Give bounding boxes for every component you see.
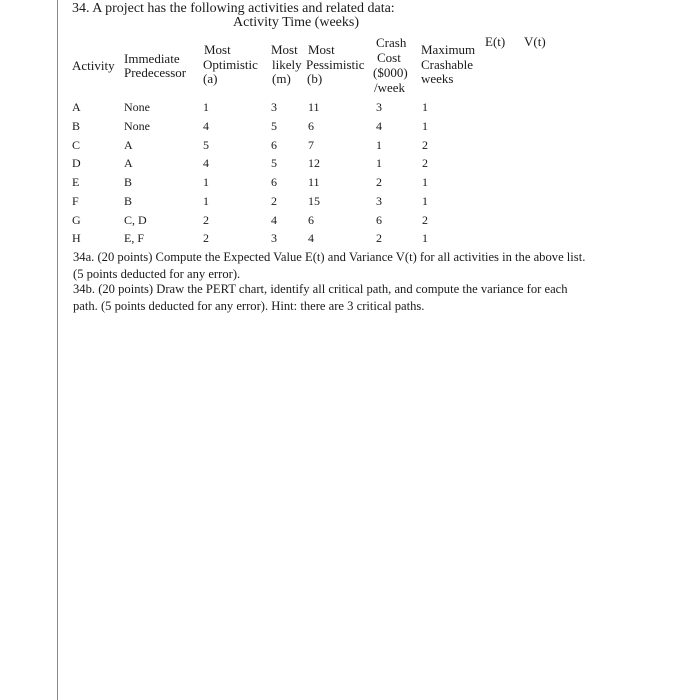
cell-predecessor: A <box>124 138 133 152</box>
header-vt: V(t) <box>524 34 546 49</box>
cell-crash-cost: 3 <box>376 100 382 114</box>
header-most-3: Most <box>308 42 335 57</box>
cell-optimistic: 1 <box>203 194 209 208</box>
cell-optimistic: 5 <box>203 138 209 152</box>
cell-crash-cost: 3 <box>376 194 382 208</box>
cell-max-crashable: 1 <box>422 100 428 114</box>
cell-activity: H <box>72 231 81 245</box>
header-activity: Activity <box>72 58 115 73</box>
cell-max-crashable: 2 <box>422 156 428 170</box>
cell-predecessor: None <box>124 100 150 114</box>
cell-most-likely: 5 <box>271 119 277 133</box>
cell-optimistic: 4 <box>203 119 209 133</box>
cell-most-likely: 3 <box>271 231 277 245</box>
cell-most-likely: 6 <box>271 138 277 152</box>
cell-max-crashable: 1 <box>422 231 428 245</box>
cell-optimistic: 1 <box>203 100 209 114</box>
header-most-2: Most <box>271 42 298 57</box>
cell-pessimistic: 11 <box>308 175 320 189</box>
header-likely: likely <box>272 57 302 72</box>
header-et: E(t) <box>485 34 506 49</box>
cell-max-crashable: 2 <box>422 213 428 227</box>
header-predecessor: Predecessor <box>124 65 187 80</box>
header-a: (a) <box>203 71 218 86</box>
cell-pessimistic: 4 <box>308 231 314 245</box>
header-b: (b) <box>307 71 323 86</box>
cell-max-crashable: 1 <box>422 119 428 133</box>
cell-activity: D <box>72 156 81 170</box>
cell-max-crashable: 1 <box>422 194 428 208</box>
header-maximum: Maximum <box>421 42 476 57</box>
cell-optimistic: 2 <box>203 213 209 227</box>
cell-activity: F <box>72 194 79 208</box>
cell-pessimistic: 6 <box>308 213 314 227</box>
cell-pessimistic: 12 <box>308 156 320 170</box>
cell-activity: B <box>72 119 81 133</box>
cell-most-likely: 4 <box>271 213 277 227</box>
cell-predecessor: E, F <box>124 231 145 245</box>
header-most-1: Most <box>204 42 231 57</box>
header-immediate: Immediate <box>124 51 180 66</box>
header-pessimistic: Pessimistic <box>306 57 365 72</box>
cell-crash-cost: 2 <box>376 175 382 189</box>
cell-most-likely: 2 <box>271 194 277 208</box>
cell-pessimistic: 11 <box>308 100 320 114</box>
cell-optimistic: 4 <box>203 156 209 170</box>
cell-most-likely: 6 <box>271 175 277 189</box>
cell-activity: E <box>72 175 80 189</box>
page-frame <box>57 0 681 700</box>
cell-predecessor: B <box>124 175 133 189</box>
header-m: (m) <box>272 71 291 86</box>
cell-activity: C <box>72 138 81 152</box>
header-crashable: Crashable <box>421 57 473 72</box>
cell-crash-cost: 4 <box>376 119 382 133</box>
part-34a: 34a. (20 points) Compute the Expected Value E(t) and Variance V(t) for all activities in the above list. (5 points deducted for any error). <box>73 250 586 281</box>
header-optimistic: Optimistic <box>203 57 258 72</box>
header-000: ($000) <box>373 65 408 80</box>
cell-optimistic: 1 <box>203 175 209 189</box>
part-34b: 34b. (20 points) Draw the PERT chart, identify all critical path, and compute the variance for each path. (5 points deducted for any error). Hint: there are 3 critical paths. <box>73 282 568 313</box>
cell-predecessor: A <box>124 156 133 170</box>
cell-pessimistic: 15 <box>308 194 320 208</box>
cell-pessimistic: 6 <box>308 119 314 133</box>
header-weeks: weeks <box>421 71 454 86</box>
cell-optimistic: 2 <box>203 231 209 245</box>
cell-pessimistic: 7 <box>308 138 314 152</box>
header-crash: Crash <box>376 35 407 50</box>
cell-most-likely: 3 <box>271 100 277 114</box>
question-title: 34. A project has the following activities and related data: <box>72 1 395 16</box>
header-week: /week <box>374 80 406 95</box>
cell-crash-cost: 1 <box>376 138 382 152</box>
cell-activity: G <box>72 213 81 227</box>
cell-max-crashable: 1 <box>422 175 428 189</box>
table-subtitle: Activity Time (weeks) <box>233 15 359 30</box>
cell-predecessor: None <box>124 119 150 133</box>
cell-crash-cost: 2 <box>376 231 382 245</box>
cell-predecessor: C, D <box>124 213 147 227</box>
cell-activity: A <box>72 100 81 114</box>
cell-predecessor: B <box>124 194 133 208</box>
header-cost: Cost <box>377 50 401 65</box>
cell-crash-cost: 1 <box>376 156 382 170</box>
cell-most-likely: 5 <box>271 156 277 170</box>
cell-crash-cost: 6 <box>376 213 382 227</box>
cell-max-crashable: 2 <box>422 138 428 152</box>
